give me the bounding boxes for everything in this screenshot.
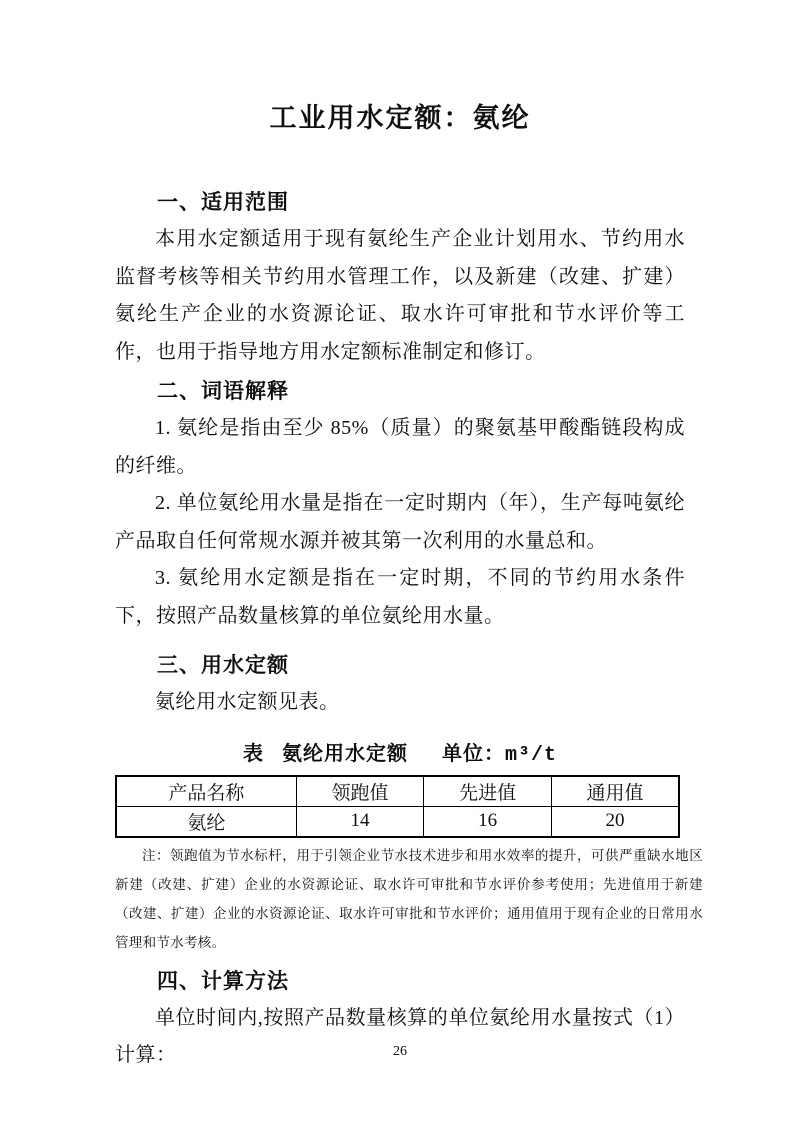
table-caption-unit-value: m³/t bbox=[504, 743, 557, 767]
document-title: 工业用水定额：氨纶 bbox=[269, 103, 531, 133]
paragraph-quota-intro: 氨纶用水定额见表。 bbox=[155, 691, 340, 713]
table-header-row bbox=[116, 776, 679, 807]
table-cell-general-value: 20 bbox=[551, 806, 679, 837]
document-content bbox=[115, 0, 703, 1075]
table-row-spandex bbox=[116, 806, 679, 837]
paragraph-scope: 本用水定额适用于现有氨纶生产企业计划用水、节约用水监督考核等相关节约用水管理工作，以及新建（改建、扩建）氨纶生产企业的水资源论证、取水许可审批和节水评价等工作，也用于指导地方用水定额标准制定和修订。 bbox=[115, 228, 685, 363]
table-caption-label: 表 bbox=[242, 742, 264, 765]
table-caption-unit-label: 单位： bbox=[441, 742, 505, 765]
table-caption-title: 氨纶用水定额 bbox=[281, 742, 408, 765]
section-heading-calculation: 四、计算方法 bbox=[157, 969, 289, 993]
table-header-advanced-value: 先进值 bbox=[424, 776, 552, 807]
table-cell-leading-value: 14 bbox=[296, 806, 424, 837]
table-caption bbox=[115, 741, 685, 769]
table-note: 注：领跑值为节水标杆，用于引领企业节水技术进步和用水效率的提升，可供严重缺水地区新建（改建、扩建）企业的水资源论证、取水许可审批和节水评价参考使用；先进值用于新建（改建、扩建）企业的水资源论证、取水许可审批和节水评价；通用值用于现有企业的日常用水管理和节水考核。 bbox=[115, 847, 703, 950]
section-heading-quota: 三、用水定额 bbox=[157, 654, 289, 677]
paragraph-term-3: 3. 氨纶用水定额是指在一定时期，不同的节约用水条件下，按照产品数量核算的单位氨纶用水量。 bbox=[115, 567, 685, 627]
paragraph-term-1: 1. 氨纶是指由至少 85%（质量）的聚氨基甲酸酯链段构成的纤维。 bbox=[115, 417, 685, 477]
quota-table bbox=[115, 775, 680, 838]
section-heading-terms: 二、词语解释 bbox=[157, 380, 289, 403]
table-header-leading-value: 领跑值 bbox=[296, 776, 424, 807]
table-header-general-value: 通用值 bbox=[551, 776, 679, 807]
paragraph-calculation: 单位时间内,按照产品数量核算的单位氨纶用水量按式（1）计算： bbox=[115, 1006, 685, 1066]
section-heading-scope: 一、适用范围 bbox=[157, 191, 289, 214]
table-cell-advanced-value: 16 bbox=[424, 806, 552, 837]
table-header-product-name: 产品名称 bbox=[116, 776, 296, 807]
paragraph-term-2: 2. 单位氨纶用水量是指在一定时期内（年），生产每吨氨纶产品取自任何常规水源并被其第一次利用的水量总和。 bbox=[115, 492, 685, 552]
table-cell-product-name: 氨纶 bbox=[116, 806, 296, 837]
page-number: 26 bbox=[393, 1044, 407, 1059]
